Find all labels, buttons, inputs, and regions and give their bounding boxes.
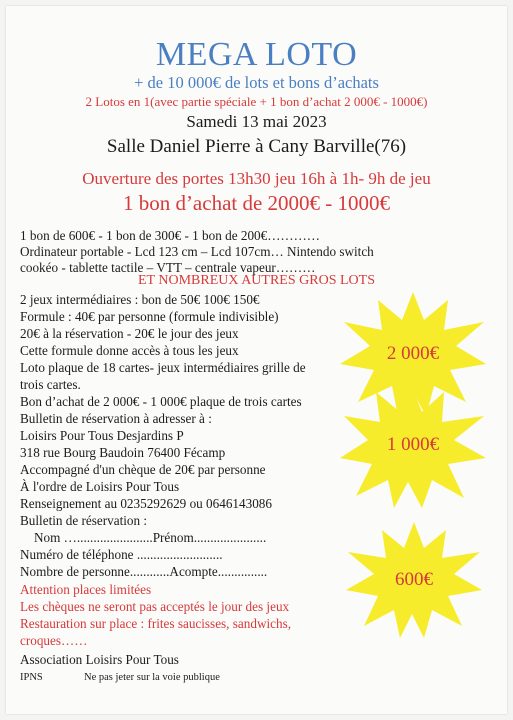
detail-line: Bon d’achat de 2 000€ - 1 000€ plaque de trois cartes [20,394,302,409]
form-name-line: Nom ….......................Prénom...................... [34,530,267,545]
voucher-headline: 1 bon d’achat de 2000€ - 1000€ [122,191,391,215]
prize-line: cookéo - tablette tactile – VTT – centrale vapeur……… [20,260,316,275]
more-prizes-heading: ET NOMBREUX AUTRES GROS LOTS [138,273,375,288]
detail-line: 2 jeux intermédiaires : bon de 50€ 100€ 150€ [20,292,260,307]
detail-line: Accompagné d'un chèque de 20€ par personne [20,462,266,477]
detail-line: trois cartes. [20,377,81,392]
page-title: MEGA LOTO [155,36,358,73]
notice-line: Restauration sur place : frites saucisses, sandwichs, [20,616,292,631]
event-date: Samedi 13 mai 2023 [186,112,327,131]
detail-line: Loisirs Pour Tous Desjardins P [20,428,184,443]
detail-line: À l'ordre de Loisirs Pour Tous [20,479,180,494]
notice-line: Attention places limitées [20,582,152,597]
prize-burst-badge [338,380,488,510]
association-name: Association Loisirs Pour Tous [20,652,179,667]
prize-burst-badge [344,520,484,640]
detail-line: Loto plaque de 18 cartes- jeux intermédiaires grille de [20,360,306,375]
prize-amount-label: 600€ [395,569,433,590]
detail-line: Formule : 40€ par personne (formule indivisible) [20,309,279,324]
prize-total-subtitle: + de 10 000€ de lots et bons d’achats [134,73,379,92]
detail-line: 20€ à la réservation - 20€ le jour des jeux [20,326,239,341]
notice-line: Les chèques ne seront pas acceptés le jour des jeux [20,599,290,614]
detail-line: Renseignement au 0235292629 ou 0646143086 [20,496,272,511]
prize-amount-label: 2 000€ [386,343,440,364]
detail-line: Bulletin de réservation à adresser à : [20,411,212,426]
ipns-label: IPNS [20,672,43,683]
prize-amount-label: 1 000€ [386,434,440,455]
notice-line: croques…… [20,633,88,648]
special-game-note: 2 Lotos en 1(avec partie spéciale + 1 bon d’achat 2 000€ - 1000€) [85,94,428,109]
form-count-line: Nombre de personne............Acompte............... [20,564,268,579]
detail-line: 318 rue Bourg Baudoin 76400 Fécamp [20,445,226,460]
prize-line: 1 bon de 600€ - 1 bon de 300€ - 1 bon de 200€………… [20,228,320,243]
detail-line: Bulletin de réservation : [20,513,148,528]
prize-line: Ordinateur portable - Lcd 123 cm – Lcd 107cm… Nintendo switch [20,244,374,259]
form-phone-line: Numéro de téléphone .......................... [20,547,223,562]
opening-hours: Ouverture des portes 13h30 jeu 16h à 1h- 9h de jeu [82,169,431,188]
event-venue: Salle Daniel Pierre à Cany Barville(76) [106,136,407,157]
detail-line: Cette formule donne accès à tous les jeux [20,343,239,358]
disposal-notice: Ne pas jeter sur la voie publique [84,672,220,683]
